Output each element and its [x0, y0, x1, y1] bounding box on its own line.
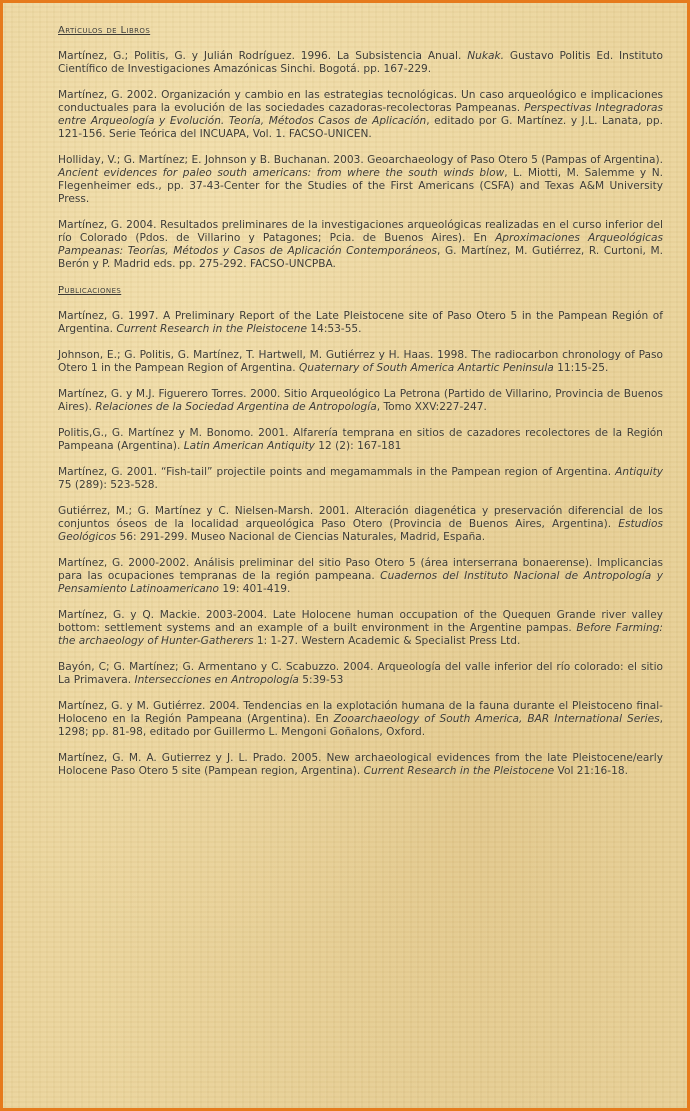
section-heading-articulos: Artículos de Libros — [58, 25, 151, 36]
reference-entry: Martínez, G. y Q. Mackie. 2003-2004. Late Holocene human occupation of the Quequen Grande river valley bottom: settlement systems and an example of a built environment in the Argentine pampas. Before Farming: the archaeology of Hunter-Gatherers 1: 1-27. Western Academic & Specialist Press Ltd. — [58, 609, 664, 647]
reference-entry: Johnson, E.; G. Politis, G. Martínez, T. Hartwell, M. Gutiérrez y H. Haas. 1998. The radiocarbon chronology of Paso Otero 1 in the Pampean Region of Argentina. Quaternary of South America Antartic Peninsula 11:15-25. — [58, 349, 663, 374]
reference-entry: Martínez, G. y M.J. Figuerero Torres. 2000. Sitio Arqueológico La Petrona (Partido de Villarino, Provincia de Buenos Aires). Relaciones de la Sociedad Argentina de Antropología, Tomo XXV:227-247. — [58, 388, 663, 413]
bibliography — [58, 24, 663, 791]
reference-entry: Holliday, V.; G. Martínez; E. Johnson y B. Buchanan. 2003. Geoarchaeology of Paso Otero 5 (Pampas of Argentina). Ancient evidences for paleo south americans: from where the south winds blow, L. Miotti, M. Salemme y N. Flegenheimer eds., pp. 37-43-Center for the Studies of the First Americans (CSFA) and Texas A&M University Press. — [58, 154, 663, 205]
reference-entry: Martínez, G. M. A. Gutierrez y J. L. Prado. 2005. New archaeological evidences from the late Pleistocene/early Holocene Paso Otero 5 site (Pampean region, Argentina). Current Research in the Pleistocene Vol 21:16-18. — [58, 752, 663, 777]
reference-entry: Martínez, G. 1997. A Preliminary Report of the Late Pleistocene site of Paso Otero 5 in the Pampean Región of Argentina. Current Research in the Pleistocene 14:53-55. — [58, 310, 663, 335]
reference-entry: Martínez, G. y M. Gutiérrez. 2004. Tendencias en la explotación humana de la fauna durante el Pleistoceno final-Holoceno en la Región Pampeana (Argentina). En Zooarchaeology of South America, BAR International Series, 1298; pp. 81-98, editado por Guillermo L. Mengoni Goñalons, Oxford. — [58, 700, 664, 738]
reference-entry: Martínez, G. 2002. Organización y cambio en las estrategias tecnológicas. Un caso arqueológico e implicaciones conductuales para la evolución de las sociedades cazadoras-recolectoras Pampeanas. Perspectivas Integradoras entre Arqueología y Evolución. Teoría, Métodos Casos de Aplicación, editado por G. Martínez. y J.L. Lanata, pp. 121-156. Serie Teórica del INCUAPA, Vol. 1. FACSO-UNICEN. — [58, 89, 663, 140]
reference-entry: Gutiérrez, M.; G. Martínez y C. Nielsen-Marsh. 2001. Alteración diagenética y preservación diferencial de los conjuntos óseos de la localidad arqueológica Paso Otero (Provincia de Buenos Aires, Argentina). Estudios Geológicos 56: 291-299. Museo Nacional de Ciencias Naturales, Madrid, España. — [58, 505, 663, 543]
reference-entry: Martínez, G. 2001. “Fish-tail” projectile points and megamammals in the Pampean region of Argentina. Antiquity 75 (289): 523-528. — [58, 466, 663, 491]
reference-entry: Politis,G., G. Martínez y M. Bonomo. 2001. Alfarería temprana en sitios de cazadores recolectores de la Región Pampeana (Argentina). Latin American Antiquity 12 (2): 167-181 — [58, 427, 663, 452]
reference-entry: Martínez, G.; Politis, G. y Julián Rodríguez. 1996. La Subsistencia Anual. Nukak. Gustavo Politis Ed. Instituto Científico de Investigaciones Amazónicas Sinchi. Bogotá. pp. 167-229. — [58, 50, 664, 75]
reference-entry: Bayón, C; G. Martínez; G. Armentano y C. Scabuzzo. 2004. Arqueología del valle inferior del río colorado: el sitio La Primavera. Intersecciones en Antropología 5:39-53 — [58, 661, 663, 686]
reference-entry: Martínez, G. 2000-2002. Análisis preliminar del sitio Paso Otero 5 (área interserrana bonaerense). Implicancias para las ocupaciones tempranas de la región pampeana. Cuadernos del Instituto Nacional de Antropología y Pensamiento Latinoamericano 19: 401-419. — [58, 557, 663, 595]
section-heading-publicaciones: Publicaciones — [58, 285, 122, 296]
reference-entry: Martínez, G. 2004. Resultados preliminares de la investigaciones arqueológicas realizadas en el curso inferior del río Colorado (Pdos. de Villarino y Patagones; Pcia. de Buenos Aires). En Aproximaciones Arqueológicas Pampeanas: Teorías, Métodos y Casos de Aplicación Contemporáneos, G. Martínez, M. Gutiérrez, R. Curtoni, M. Berón y P. Madrid eds. pp. 275-292. FACSO-UNCPBA. — [58, 219, 664, 270]
